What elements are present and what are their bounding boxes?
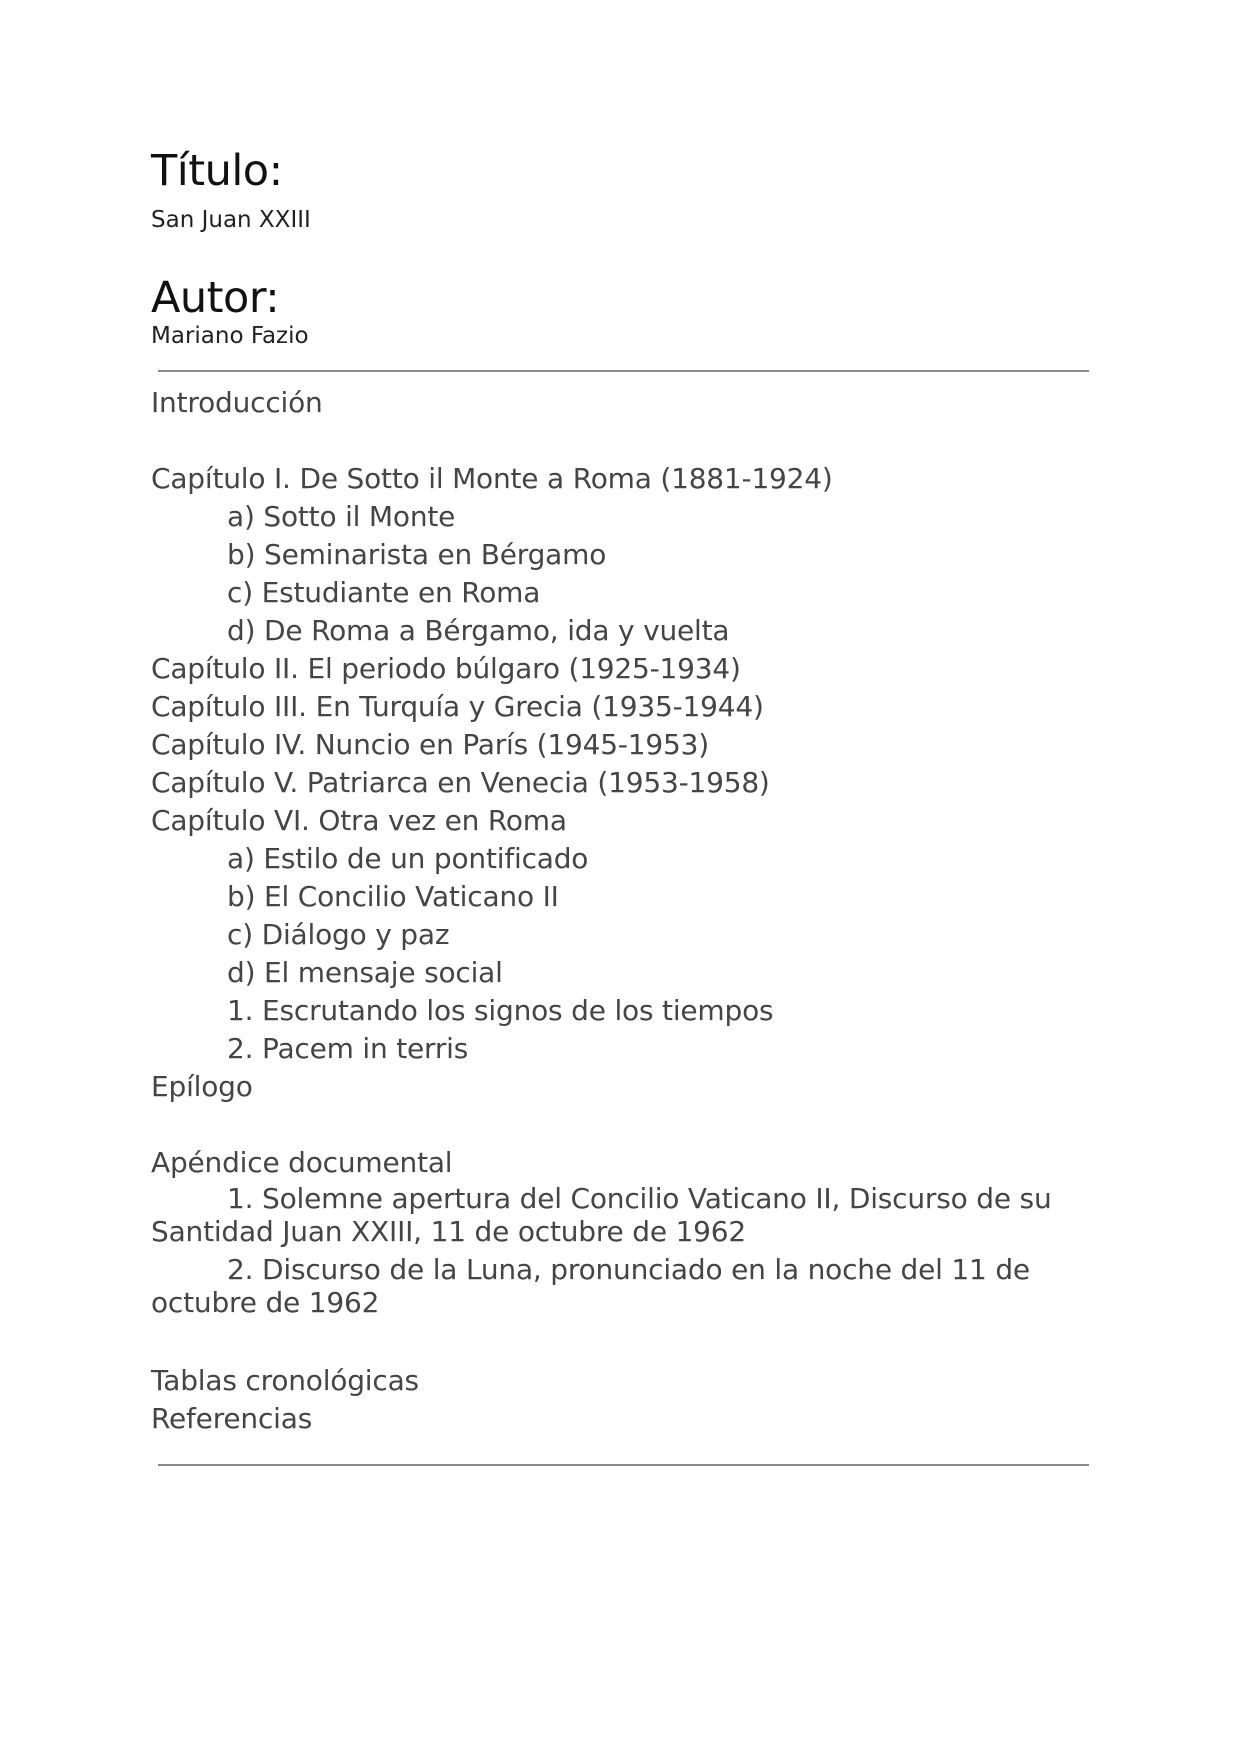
toc-subitem: c) Estudiante en Roma: [227, 576, 541, 609]
toc-spacer: [151, 1324, 1101, 1362]
toc-item-chapter-4: Capítulo IV. Nuncio en París (1945-1953): [151, 728, 709, 761]
toc-subitem: d) De Roma a Bérgamo, ida y vuelta: [227, 614, 730, 647]
toc-subitem: b) El Concilio Vaticano II: [227, 880, 559, 913]
toc-subitem: b) Seminarista en Bérgamo: [227, 538, 607, 571]
toc-subitem: a) Sotto il Monte: [227, 500, 456, 533]
table-of-contents: [151, 384, 1101, 1438]
author-label: Autor:: [151, 273, 280, 323]
title-label: Título:: [151, 146, 283, 196]
top-divider: [158, 370, 1089, 372]
toc-appendix-item: 2. Discurso de la Luna, pronunciado en la noche del 11 de octubre de 1962: [151, 1253, 1030, 1319]
toc-item-chapter-3: Capítulo III. En Turquía y Grecia (1935-1944): [151, 690, 764, 723]
toc-subitem: 1. Escrutando los signos de los tiempos: [227, 994, 774, 1027]
toc-appendix-item: 1. Solemne apertura del Concilio Vaticano II, Discurso de su Santidad Juan XXIII, 11 de octubre de 1962: [151, 1182, 1052, 1248]
toc-spacer: [151, 422, 1101, 460]
toc-spacer: [151, 1106, 1101, 1144]
toc-subitem: a) Estilo de un pontificado: [227, 842, 589, 875]
book-title: San Juan XXIII: [151, 207, 311, 233]
toc-item-apendice: Apéndice documental: [151, 1146, 453, 1179]
toc-item-tablas: Tablas cronológicas: [151, 1364, 419, 1397]
toc-item-chapter-6: Capítulo VI. Otra vez en Roma: [151, 804, 567, 837]
toc-item-chapter-2: Capítulo II. El periodo búlgaro (1925-1934): [151, 652, 741, 685]
toc-subitem: c) Diálogo y paz: [227, 918, 450, 951]
book-author: Mariano Fazio: [151, 323, 309, 349]
toc-item-chapter-1: Capítulo I. De Sotto il Monte a Roma (1881-1924): [151, 462, 833, 495]
toc-item-referencias: Referencias: [151, 1402, 313, 1435]
toc-item-chapter-5: Capítulo V. Patriarca en Venecia (1953-1958): [151, 766, 770, 799]
bottom-divider: [158, 1464, 1089, 1466]
toc-item-introduccion: Introducción: [151, 386, 323, 419]
toc-subitem: d) El mensaje social: [227, 956, 503, 989]
toc-subitem: 2. Pacem in terris: [227, 1032, 469, 1065]
toc-item-epilogo: Epílogo: [151, 1070, 253, 1103]
